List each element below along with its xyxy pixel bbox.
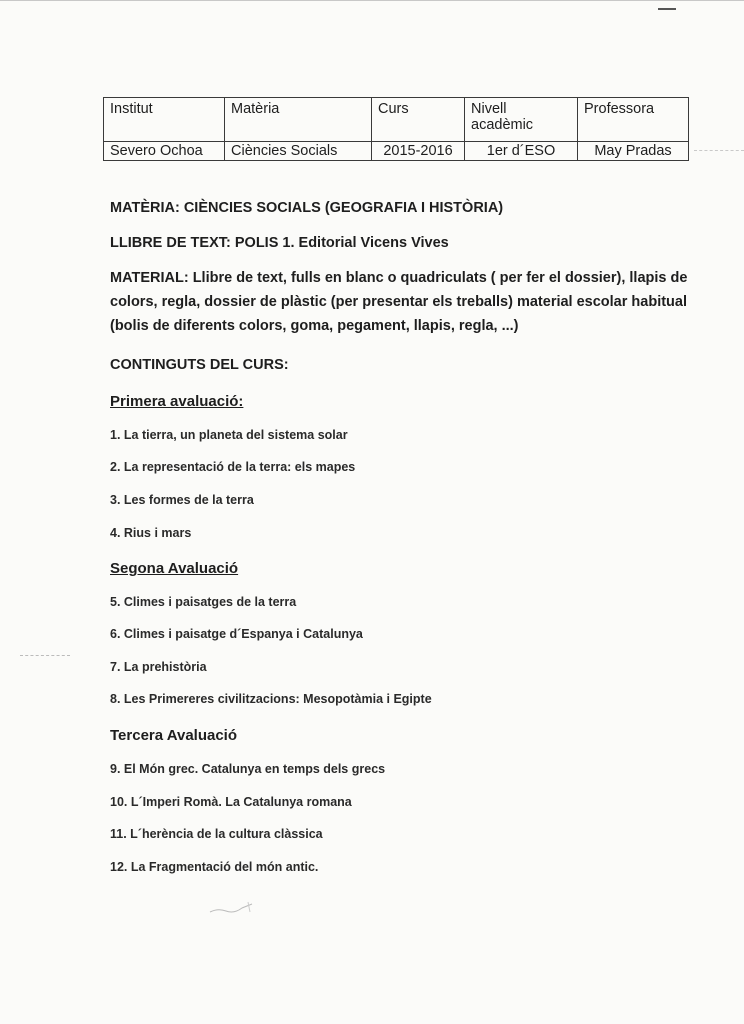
list-item: 11. L´herència de la cultura clàssica [110,827,323,841]
section-title-segona: Segona Avaluació [110,560,239,577]
header-materia: Matèria [225,98,372,142]
llibre-line: LLIBRE DE TEXT: POLIS 1. Editorial Vicens Vives [110,235,449,251]
scan-artifact [694,150,744,152]
list-item: 1. La tierra, un planeta del sistema solar [110,428,348,442]
header-professora: Professora [578,98,689,142]
value-materia: Ciències Socials [225,142,372,161]
value-nivell: 1er d´ESO [465,142,578,161]
list-item: 7. La prehistòria [110,660,207,674]
section-title-tercera: Tercera Avaluació [110,727,238,744]
value-professora: May Pradas [578,142,689,161]
list-item: 8. Les Primereres civilitzacions: Mesopotàmia i Egipte [110,692,432,706]
header-nivell: Nivell acadèmic [465,98,578,142]
list-item: 2. La representació de la terra: els mapes [110,460,356,474]
scan-artifact [20,655,70,657]
materia-line: MATÈRIA: CIÈNCIES SOCIALS (GEOGRAFIA I HISTÒRIA) [110,200,504,216]
value-institut: Severo Ochoa [104,142,225,161]
value-curs: 2015-2016 [372,142,465,161]
scan-smudge [208,900,256,918]
scan-edge [0,0,744,7]
table-value-row [104,142,689,161]
continguts-heading: CONTINGUTS DEL CURS: [110,357,289,373]
list-item: 5. Climes i paisatges de la terra [110,595,297,609]
list-item: 10. L´Imperi Romà. La Catalunya romana [110,795,352,809]
list-item: 6. Climes i paisatge d´Espanya i Catalunya [110,627,363,641]
course-info-table [103,97,689,161]
table-header-row [104,98,689,142]
list-item: 9. El Món grec. Catalunya en temps dels grecs [110,762,386,776]
list-item: 4. Rius i mars [110,526,192,540]
section-title-primera: Primera avaluació: [110,393,244,410]
material-paragraph: MATERIAL: Llibre de text, fulls en blanc o quadriculats ( per fer el dossier), llapis de colors, regla, dossier de plàstic (per presentar els treballs) material escolar habitual (bolis de diferents colors, goma, pegament, llapis, regla, ...) [110,270,688,334]
scan-mark [658,8,676,10]
header-curs: Curs [372,98,465,142]
header-institut: Institut [104,98,225,142]
list-item: 3. Les formes de la terra [110,493,254,507]
list-item: 12. La Fragmentació del món antic. [110,860,319,874]
